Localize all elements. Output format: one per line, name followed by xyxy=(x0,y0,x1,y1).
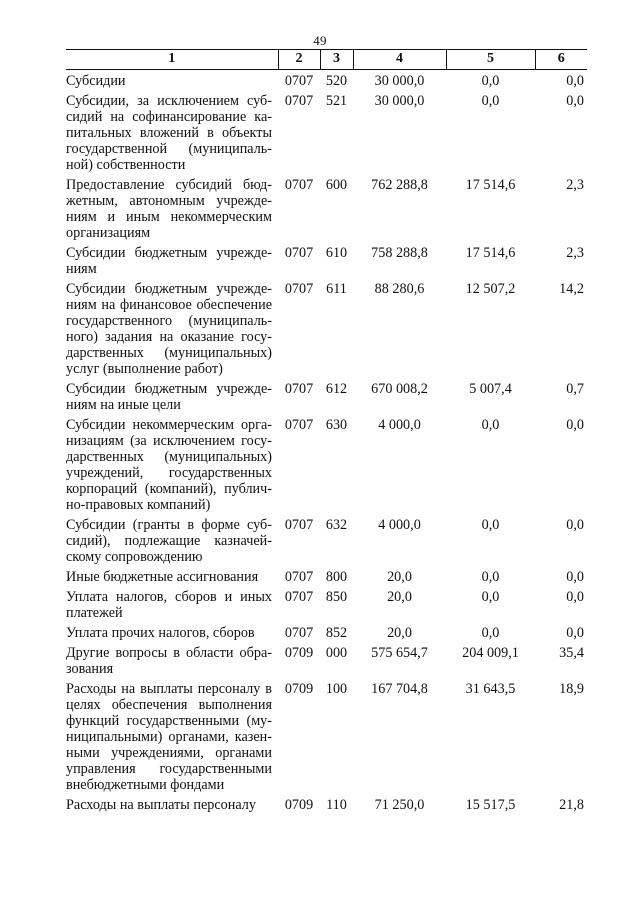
row-vid-cell: 611 xyxy=(326,281,347,297)
row-fact-cell: 17 514,6 xyxy=(465,245,516,261)
row-vid-cell: 000 xyxy=(325,645,348,661)
row-vid-cell: 612 xyxy=(325,381,348,397)
row-fact-cell: 31 643,5 xyxy=(465,681,516,697)
row-name-cell: Предоставление субсидий бюд-жетным, автономным учрежде-ниям и иным некоммерческим организациям xyxy=(66,177,272,241)
row-percent-cell: 2,3 xyxy=(566,177,584,193)
table-header-row xyxy=(66,50,587,70)
row-percent-cell: 35,4 xyxy=(559,645,584,661)
row-plan-cell: 762 288,8 xyxy=(371,177,428,193)
row-razdel-cell: 0707 xyxy=(284,245,314,261)
row-name-cell: Уплата прочих налогов, сборов xyxy=(66,625,255,641)
row-fact-cell: 5 007,4 xyxy=(469,381,512,397)
row-razdel-cell: 0707 xyxy=(284,93,314,109)
row-percent-cell: 0,7 xyxy=(566,381,584,397)
row-fact-cell: 0,0 xyxy=(481,589,500,605)
row-percent-cell: 0,0 xyxy=(566,73,584,89)
row-percent-cell: 0,0 xyxy=(566,589,584,605)
row-razdel-cell: 0707 xyxy=(284,517,314,533)
table-row xyxy=(66,89,587,173)
row-name-cell: Субсидии xyxy=(66,73,126,89)
row-plan-cell: 575 654,7 xyxy=(371,645,428,661)
column-header-name: 1 xyxy=(66,50,278,70)
row-fact-cell: 0,0 xyxy=(481,93,500,109)
row-name-cell: Субсидии бюджетным учрежде-ниям на иные цели xyxy=(66,381,272,413)
row-fact-cell: 15 517,5 xyxy=(465,797,516,813)
row-plan-cell: 758 288,8 xyxy=(371,245,428,261)
table-row xyxy=(66,565,587,585)
column-header-fact: 5 xyxy=(446,50,535,70)
row-fact-cell: 204 009,1 xyxy=(462,645,519,661)
row-plan-cell: 88 280,6 xyxy=(374,281,425,297)
budget-table xyxy=(66,49,587,813)
row-plan-cell: 167 704,8 xyxy=(371,681,428,697)
row-vid-cell: 852 xyxy=(325,625,348,641)
row-percent-cell: 0,0 xyxy=(566,517,584,533)
row-fact-cell: 17 514,6 xyxy=(465,177,516,193)
row-fact-cell: 0,0 xyxy=(481,625,500,641)
table-row xyxy=(66,677,587,793)
row-name-cell: Иные бюджетные ассигнования xyxy=(66,569,259,585)
row-razdel-cell: 0707 xyxy=(284,625,314,641)
row-razdel-cell: 0709 xyxy=(284,645,314,661)
table-row xyxy=(66,277,587,377)
row-plan-cell: 20,0 xyxy=(387,625,412,641)
row-percent-cell: 0,0 xyxy=(566,625,584,641)
table-row xyxy=(66,641,587,677)
row-percent-cell: 18,9 xyxy=(559,681,584,697)
row-plan-cell: 30 000,0 xyxy=(374,73,425,89)
table-row xyxy=(66,413,587,513)
row-name-cell: Субсидии некоммерческим орга-низациям (за исключением госу-дарственных (муниципальных) учреждений, государственных корпораций (компаний), публич-но-правовых компаний) xyxy=(66,417,272,513)
row-name-cell: Расходы на выплаты персоналу xyxy=(66,797,256,813)
row-vid-cell: 630 xyxy=(325,417,348,433)
row-razdel-cell: 0709 xyxy=(284,681,314,697)
row-name-cell: Субсидии бюджетным учрежде-ниям xyxy=(66,245,272,277)
row-vid-cell: 610 xyxy=(325,245,348,261)
row-fact-cell: 0,0 xyxy=(481,73,500,89)
table-row xyxy=(66,241,587,277)
row-razdel-cell: 0707 xyxy=(284,589,314,605)
row-plan-cell: 20,0 xyxy=(387,569,412,585)
row-vid-cell: 632 xyxy=(325,517,348,533)
column-header-percent: 6 xyxy=(535,50,587,70)
table-row xyxy=(66,173,587,241)
row-percent-cell: 0,0 xyxy=(566,93,584,109)
column-header-plan: 4 xyxy=(353,50,446,70)
table-row xyxy=(66,70,587,90)
row-vid-cell: 521 xyxy=(325,93,348,109)
row-percent-cell: 2,3 xyxy=(566,245,584,261)
row-fact-cell: 0,0 xyxy=(481,569,500,585)
row-razdel-cell: 0709 xyxy=(284,797,314,813)
row-fact-cell: 0,0 xyxy=(481,517,500,533)
row-name-cell: Расходы на выплаты персоналу в целях обеспечения выполнения функций государственными (му-ниципальными) органами, казен-ными учреждениями, органами управления государственными внебюджетными фондами xyxy=(66,681,272,793)
column-header-vid: 3 xyxy=(320,50,353,70)
row-name-cell: Субсидии бюджетным учрежде-ниям на финансовое обеспечение государственного (муниципаль-ного) задания на оказание госу-дарственных (муниципальных) услуг (выполнение работ) xyxy=(66,281,272,377)
row-fact-cell: 12 507,2 xyxy=(465,281,516,297)
row-vid-cell: 600 xyxy=(325,177,348,193)
row-plan-cell: 20,0 xyxy=(387,589,412,605)
row-plan-cell: 30 000,0 xyxy=(374,93,425,109)
row-razdel-cell: 0707 xyxy=(284,417,314,433)
page-number: 49 xyxy=(313,33,327,48)
row-plan-cell: 4 000,0 xyxy=(378,517,421,533)
row-fact-cell: 0,0 xyxy=(481,417,500,433)
row-razdel-cell: 0707 xyxy=(284,73,314,89)
table-row xyxy=(66,513,587,565)
row-percent-cell: 14,2 xyxy=(559,281,584,297)
row-name-cell: Субсидии, за исключением суб-сидий на софинансирование ка-питальных вложений в объекты государственной (муниципаль-ной) собственности xyxy=(66,93,272,173)
row-plan-cell: 670 008,2 xyxy=(371,381,428,397)
row-razdel-cell: 0707 xyxy=(284,177,314,193)
row-percent-cell: 0,0 xyxy=(566,417,584,433)
table-row xyxy=(66,585,587,621)
row-plan-cell: 71 250,0 xyxy=(374,797,425,813)
table-row xyxy=(66,377,587,413)
row-vid-cell: 520 xyxy=(325,73,348,89)
row-vid-cell: 800 xyxy=(325,569,348,585)
table-body xyxy=(66,70,587,814)
row-plan-cell: 4 000,0 xyxy=(378,417,421,433)
row-percent-cell: 21,8 xyxy=(559,797,584,813)
table-row xyxy=(66,793,587,813)
row-vid-cell: 850 xyxy=(325,589,348,605)
row-name-cell: Другие вопросы в области обра-зования xyxy=(66,645,272,677)
row-name-cell: Уплата налогов, сборов и иных платежей xyxy=(66,589,272,621)
table-row xyxy=(66,621,587,641)
row-vid-cell: 110 xyxy=(326,797,347,813)
row-razdel-cell: 0707 xyxy=(284,569,314,585)
column-header-razdel: 2 xyxy=(278,50,320,70)
row-razdel-cell: 0707 xyxy=(284,281,314,297)
row-vid-cell: 100 xyxy=(325,681,348,697)
row-razdel-cell: 0707 xyxy=(284,381,314,397)
row-percent-cell: 0,0 xyxy=(566,569,584,585)
row-name-cell: Субсидии (гранты в форме суб-сидий), подлежащие казначей-скому сопровождению xyxy=(66,517,272,565)
